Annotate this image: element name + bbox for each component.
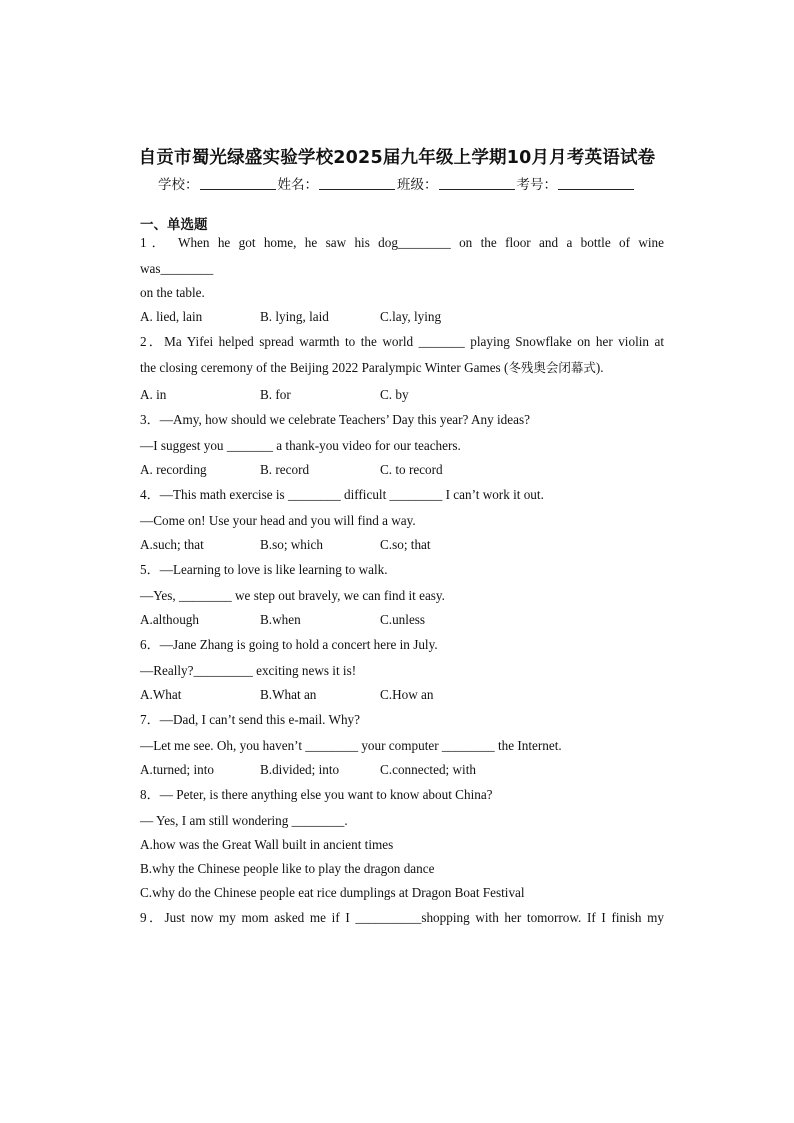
option-c[interactable]: C.unless	[380, 612, 426, 627]
option-a[interactable]: A.such; that	[140, 537, 204, 552]
school-blank[interactable]	[200, 177, 276, 190]
option-b[interactable]: B. for	[260, 387, 291, 402]
question-4-line-1: 4．—This math exercise is ________ difficult ________ I can’t work it out.	[140, 487, 544, 502]
option-c[interactable]: C.connected; with	[380, 762, 476, 777]
option-b[interactable]: B.What an	[260, 687, 317, 702]
question-9-line-1: 9．Just now my mom asked me if I __________shopping with her tomorrow. If I finish my	[140, 910, 664, 925]
option-a[interactable]: A. recording	[140, 462, 207, 477]
class-blank[interactable]	[439, 177, 515, 190]
page-title: 自贡市蜀光绿盛实验学校2025届九年级上学期10月月考英语试卷	[138, 148, 656, 168]
option-c[interactable]: C. by	[380, 387, 409, 402]
name-label: 姓名：	[277, 177, 318, 193]
number-label: 考号：	[516, 177, 557, 193]
option-a[interactable]: A.although	[140, 612, 199, 627]
option-b[interactable]: B. lying, laid	[260, 309, 329, 324]
question-6-line-1: 6．—Jane Zhang is going to hold a concert here in July.	[140, 637, 438, 652]
question-2-line-2-end: ).	[595, 360, 604, 375]
number-blank[interactable]	[558, 177, 634, 190]
question-8-line-1: 8．— Peter, is there anything else you want to know about China?	[140, 787, 493, 802]
option-a[interactable]: A. in	[140, 387, 167, 402]
option-b[interactable]: B.when	[260, 612, 301, 627]
question-5-line-1: 5．—Learning to love is like learning to walk.	[140, 562, 388, 577]
question-8-line-2: — Yes, I am still wondering ________.	[140, 813, 348, 828]
option-a[interactable]: A. lied, lain	[140, 309, 203, 324]
class-label: 班级：	[397, 177, 438, 193]
question-1-line-3: on the table.	[140, 285, 205, 300]
school-label: 学校：	[158, 177, 199, 193]
question-2-line-1: 2．Ma Yifei helped spread warmth to the world _______ playing Snowflake on her violin at	[140, 334, 664, 349]
option-c[interactable]: C.so; that	[380, 537, 431, 552]
question-7-line-1: 7．—Dad, I can’t send this e-mail. Why?	[140, 712, 360, 727]
option-a[interactable]: A.how was the Great Wall built in ancient times	[140, 837, 394, 852]
question-1-line-2: was________	[140, 261, 214, 276]
question-4-line-2: —Come on! Use your head and you will find a way.	[140, 513, 416, 528]
option-a[interactable]: A.What	[140, 687, 182, 702]
option-b[interactable]: B.why the Chinese people like to play the dragon dance	[140, 861, 435, 876]
option-b[interactable]: B.divided; into	[260, 762, 340, 777]
section-heading: 一、单选题	[140, 217, 208, 233]
name-blank[interactable]	[319, 177, 395, 190]
question-6-line-2: —Really?_________ exciting news it is!	[140, 663, 357, 678]
option-c[interactable]: C.How an	[380, 687, 434, 702]
option-b[interactable]: B.so; which	[260, 537, 324, 552]
option-a[interactable]: A.turned; into	[140, 762, 214, 777]
option-b[interactable]: B. record	[260, 462, 310, 477]
student-info-line	[0, 173, 794, 193]
question-2-line-2	[140, 360, 664, 376]
option-c[interactable]: C.lay, lying	[380, 309, 442, 324]
question-7-line-2: —Let me see. Oh, you haven’t ________ your computer ________ the Internet.	[140, 738, 562, 753]
question-2-chinese-gloss: 冬残奥会闭幕式	[508, 360, 596, 375]
option-c[interactable]: C.why do the Chinese people eat rice dumplings at Dragon Boat Festival	[140, 885, 525, 900]
question-3-line-1: 3．—Amy, how should we celebrate Teachers’ Day this year? Any ideas?	[140, 412, 530, 427]
option-c[interactable]: C. to record	[380, 462, 443, 477]
question-1-line-1: 1． When he got home, he saw his dog________ on the floor and a bottle of wine	[140, 235, 664, 250]
question-3-line-2: —I suggest you _______ a thank-you video for our teachers.	[140, 438, 461, 453]
question-5-line-2: —Yes, ________ we step out bravely, we can find it easy.	[140, 588, 445, 603]
question-2-line-2-text: the closing ceremony of the Beijing 2022 Paralympic Winter Games (	[140, 360, 509, 375]
